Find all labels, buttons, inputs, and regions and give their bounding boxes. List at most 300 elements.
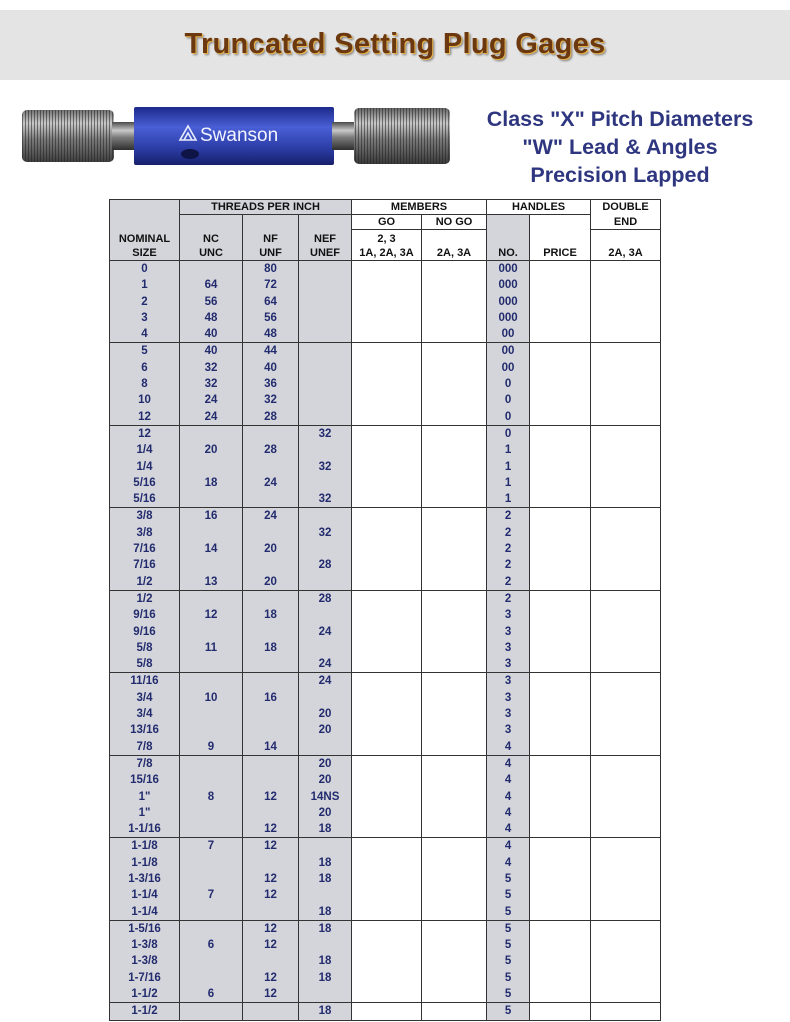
go-cell (352, 277, 422, 293)
nf-unf-cell: 64 (243, 294, 299, 310)
no-go-cell (422, 541, 487, 557)
nf-unf-cell (243, 525, 299, 541)
handle-no-cell: 4 (487, 821, 530, 838)
handle-no-cell: 5 (487, 953, 530, 969)
table-row (110, 673, 661, 690)
size-cell: 1/4 (110, 459, 180, 475)
table-row (110, 855, 661, 871)
size-cell: 8 (110, 376, 180, 392)
nc-unc-cell (180, 425, 243, 442)
double-end-cell (591, 590, 661, 607)
nef-unef-cell: 32 (299, 525, 352, 541)
no-go-cell (422, 475, 487, 491)
handle-no-cell: 1 (487, 491, 530, 508)
price-cell (530, 821, 591, 838)
nf-unf-cell (243, 656, 299, 673)
nc-unc-cell (180, 970, 243, 986)
nc-unc-cell (180, 722, 243, 738)
no-go-cell (422, 491, 487, 508)
go-cell (352, 508, 422, 525)
nf-unf-cell: 48 (243, 326, 299, 343)
size-cell: 6 (110, 360, 180, 376)
nf-unf-cell (243, 722, 299, 738)
price-cell (530, 409, 591, 426)
double-end-cell (591, 887, 661, 903)
price-cell (530, 459, 591, 475)
nc-unc-cell: 12 (180, 607, 243, 623)
price-cell (530, 376, 591, 392)
price-cell (530, 425, 591, 442)
size-cell: 1-1/8 (110, 838, 180, 855)
nf-unf-cell: 40 (243, 360, 299, 376)
nf-unf-cell (243, 459, 299, 475)
handle-no-cell: 4 (487, 838, 530, 855)
no-go-cell (422, 855, 487, 871)
nef-unef-cell (299, 690, 352, 706)
handle-no-cell: 000 (487, 261, 530, 278)
go-cell (352, 590, 422, 607)
size-cell: 5/16 (110, 491, 180, 508)
nf-unf-cell: 18 (243, 607, 299, 623)
nf-unf-cell (243, 904, 299, 921)
go-cell (352, 326, 422, 343)
nc-unc-cell (180, 953, 243, 969)
nc-unc-cell: 24 (180, 409, 243, 426)
no-go-cell (422, 508, 487, 525)
nf-unf-cell: 56 (243, 310, 299, 326)
price-cell (530, 277, 591, 293)
table-row (110, 310, 661, 326)
double-end-cell (591, 459, 661, 475)
table-row (110, 491, 661, 508)
price-cell (530, 887, 591, 903)
nc-unc-cell: 32 (180, 376, 243, 392)
table-row (110, 574, 661, 591)
size-cell: 9/16 (110, 624, 180, 640)
header-double-end-classes: 2A, 3A (591, 230, 661, 261)
handle-no-cell: 2 (487, 557, 530, 573)
double-end-cell (591, 541, 661, 557)
nc-unc-cell (180, 261, 243, 278)
size-cell: 1-5/16 (110, 920, 180, 937)
size-cell: 3/4 (110, 690, 180, 706)
brand-label: Swanson (200, 125, 279, 146)
nc-unc-cell (180, 1003, 243, 1020)
go-cell (352, 574, 422, 591)
table-row (110, 755, 661, 772)
no-go-cell (422, 805, 487, 821)
table-row (110, 904, 661, 921)
double-end-cell (591, 690, 661, 706)
double-end-cell (591, 343, 661, 360)
no-go-cell (422, 525, 487, 541)
nef-unef-cell: 18 (299, 855, 352, 871)
nef-unef-cell (299, 986, 352, 1003)
double-end-cell (591, 838, 661, 855)
nf-unf-cell (243, 624, 299, 640)
no-go-cell (422, 261, 487, 278)
header-end: END (591, 215, 661, 230)
nf-unf-cell: 24 (243, 508, 299, 525)
nc-unc-cell: 6 (180, 937, 243, 953)
size-cell: 1/2 (110, 590, 180, 607)
nef-unef-cell (299, 541, 352, 557)
no-go-cell (422, 690, 487, 706)
nef-unef-cell (299, 343, 352, 360)
price-cell (530, 1003, 591, 1020)
double-end-cell (591, 855, 661, 871)
go-cell (352, 953, 422, 969)
go-cell (352, 970, 422, 986)
nef-unef-cell: 28 (299, 557, 352, 573)
nc-unc-cell (180, 491, 243, 508)
no-go-cell (422, 673, 487, 690)
table-row (110, 937, 661, 953)
double-end-cell (591, 261, 661, 278)
header-threads-per-inch: THREADS PER INCH (180, 200, 352, 215)
go-cell (352, 392, 422, 408)
nc-unc-cell: 13 (180, 574, 243, 591)
nef-unef-cell: 18 (299, 1003, 352, 1020)
nef-unef-cell (299, 937, 352, 953)
nef-unef-cell: 20 (299, 805, 352, 821)
nf-unf-cell: 72 (243, 277, 299, 293)
nc-unc-cell (180, 557, 243, 573)
price-cell (530, 442, 591, 458)
size-cell: 1-3/16 (110, 871, 180, 887)
nf-unf-cell (243, 805, 299, 821)
table-row (110, 459, 661, 475)
size-cell: 5/8 (110, 656, 180, 673)
table-row (110, 953, 661, 969)
nc-unc-cell (180, 459, 243, 475)
price-cell (530, 326, 591, 343)
nf-unf-cell: 28 (243, 409, 299, 426)
double-end-cell (591, 508, 661, 525)
price-cell (530, 805, 591, 821)
go-cell (352, 442, 422, 458)
handle-no-cell: 2 (487, 508, 530, 525)
size-cell: 12 (110, 409, 180, 426)
no-go-cell (422, 310, 487, 326)
table-row (110, 343, 661, 360)
no-go-cell (422, 706, 487, 722)
nf-unf-cell: 44 (243, 343, 299, 360)
no-go-cell (422, 360, 487, 376)
price-cell (530, 508, 591, 525)
handle-no-cell: 2 (487, 590, 530, 607)
nef-unef-cell: 18 (299, 871, 352, 887)
size-cell: 11/16 (110, 673, 180, 690)
price-cell (530, 294, 591, 310)
nc-unc-cell: 7 (180, 838, 243, 855)
nc-unc-cell (180, 805, 243, 821)
table-row (110, 392, 661, 408)
table-row (110, 640, 661, 656)
handle-no-cell: 000 (487, 294, 530, 310)
size-cell: 1-1/4 (110, 904, 180, 921)
nf-unf-cell: 28 (243, 442, 299, 458)
price-cell (530, 392, 591, 408)
double-end-cell (591, 871, 661, 887)
nc-unc-cell (180, 656, 243, 673)
go-cell (352, 261, 422, 278)
nf-unf-cell: 12 (243, 937, 299, 953)
double-end-cell (591, 805, 661, 821)
no-go-cell (422, 459, 487, 475)
header-nef-unef: NEF UNEF (299, 230, 352, 261)
nc-unc-cell (180, 673, 243, 690)
table-row (110, 838, 661, 855)
no-go-cell (422, 392, 487, 408)
go-cell (352, 722, 422, 738)
go-cell (352, 541, 422, 557)
nc-unc-cell (180, 624, 243, 640)
table-row (110, 409, 661, 426)
price-cell (530, 525, 591, 541)
size-cell: 1/4 (110, 442, 180, 458)
price-cell (530, 475, 591, 491)
table-row (110, 541, 661, 557)
size-cell: 12 (110, 425, 180, 442)
go-cell (352, 491, 422, 508)
nc-unc-cell (180, 772, 243, 788)
nf-unf-cell (243, 755, 299, 772)
table-row (110, 557, 661, 573)
double-end-cell (591, 789, 661, 805)
table-body (110, 261, 661, 1021)
price-cell (530, 970, 591, 986)
go-cell (352, 294, 422, 310)
nc-unc-cell: 40 (180, 343, 243, 360)
nef-unef-cell (299, 508, 352, 525)
table-row (110, 425, 661, 442)
nf-unf-cell: 12 (243, 789, 299, 805)
nf-unf-cell: 24 (243, 475, 299, 491)
price-cell (530, 261, 591, 278)
no-go-cell (422, 970, 487, 986)
size-cell: 1-1/8 (110, 855, 180, 871)
no-go-cell (422, 904, 487, 921)
table-row (110, 821, 661, 838)
nf-unf-cell: 36 (243, 376, 299, 392)
size-cell: 3 (110, 310, 180, 326)
headline-line: Precision Lapped (530, 163, 710, 187)
price-cell (530, 722, 591, 738)
price-cell (530, 871, 591, 887)
nc-unc-cell: 11 (180, 640, 243, 656)
nef-unef-cell (299, 887, 352, 903)
double-end-cell (591, 360, 661, 376)
size-cell: 3/8 (110, 525, 180, 541)
no-go-cell (422, 871, 487, 887)
double-end-cell (591, 970, 661, 986)
table-row (110, 590, 661, 607)
no-go-cell (422, 574, 487, 591)
price-cell (530, 920, 591, 937)
go-cell (352, 475, 422, 491)
double-end-cell (591, 821, 661, 838)
double-end-cell (591, 624, 661, 640)
nf-unf-cell (243, 491, 299, 508)
go-cell (352, 459, 422, 475)
nc-unc-cell (180, 755, 243, 772)
nef-unef-cell: 20 (299, 706, 352, 722)
handle-no-cell: 5 (487, 986, 530, 1003)
table-row (110, 805, 661, 821)
no-go-cell (422, 1003, 487, 1020)
nc-unc-cell: 56 (180, 294, 243, 310)
table-row (110, 326, 661, 343)
no-go-cell (422, 722, 487, 738)
no-go-cell (422, 937, 487, 953)
header-price: PRICE (530, 230, 591, 261)
table-row (110, 277, 661, 293)
table-row (110, 1003, 661, 1020)
nc-unc-cell (180, 525, 243, 541)
nc-unc-cell: 32 (180, 360, 243, 376)
go-cell (352, 1003, 422, 1020)
nef-unef-cell (299, 360, 352, 376)
nc-unc-cell: 9 (180, 739, 243, 756)
go-cell (352, 624, 422, 640)
double-end-cell (591, 1003, 661, 1020)
no-go-cell (422, 920, 487, 937)
nef-unef-cell: 24 (299, 656, 352, 673)
nc-unc-cell (180, 590, 243, 607)
table-row (110, 706, 661, 722)
nc-unc-cell: 20 (180, 442, 243, 458)
nf-unf-cell (243, 425, 299, 442)
nef-unef-cell: 28 (299, 590, 352, 607)
nef-unef-cell (299, 310, 352, 326)
handle-no-cell: 1 (487, 475, 530, 491)
nef-unef-cell: 18 (299, 904, 352, 921)
go-cell (352, 871, 422, 887)
size-cell: 1-3/8 (110, 937, 180, 953)
header-handles: HANDLES (487, 200, 591, 215)
handle-no-cell: 4 (487, 805, 530, 821)
headline-line: Class "X" Pitch Diameters (486, 107, 754, 131)
handle-no-cell: 0 (487, 376, 530, 392)
nf-unf-cell: 32 (243, 392, 299, 408)
table-row (110, 607, 661, 623)
nef-unef-cell (299, 574, 352, 591)
nf-unf-cell: 12 (243, 887, 299, 903)
nc-unc-cell (180, 855, 243, 871)
nf-unf-cell: 12 (243, 920, 299, 937)
page-title: Truncated Setting Plug Gages (184, 28, 606, 60)
go-cell (352, 656, 422, 673)
price-cell (530, 772, 591, 788)
no-go-cell (422, 607, 487, 623)
no-go-cell (422, 442, 487, 458)
no-go-cell (422, 343, 487, 360)
nf-unf-cell (243, 953, 299, 969)
nef-unef-cell (299, 376, 352, 392)
nc-unc-cell: 7 (180, 887, 243, 903)
go-cell (352, 557, 422, 573)
go-cell (352, 376, 422, 392)
header-no-go-classes: 2A, 3A (422, 230, 487, 261)
nef-unef-cell: 18 (299, 920, 352, 937)
double-end-cell (591, 706, 661, 722)
size-cell: 3/4 (110, 706, 180, 722)
no-go-cell (422, 772, 487, 788)
double-end-cell (591, 376, 661, 392)
go-cell (352, 360, 422, 376)
nef-unef-cell: 24 (299, 673, 352, 690)
size-cell: 5/16 (110, 475, 180, 491)
handle-no-cell: 00 (487, 343, 530, 360)
go-cell (352, 425, 422, 442)
headline (465, 105, 775, 189)
size-cell: 3/8 (110, 508, 180, 525)
handle-no-cell: 00 (487, 326, 530, 343)
size-cell: 0 (110, 261, 180, 278)
header-go-classes: 2, 3 1A, 2A, 3A (352, 230, 422, 261)
double-end-cell (591, 326, 661, 343)
nc-unc-cell: 10 (180, 690, 243, 706)
nc-unc-cell: 64 (180, 277, 243, 293)
go-cell (352, 525, 422, 541)
nf-unf-cell (243, 590, 299, 607)
price-cell (530, 690, 591, 706)
double-end-cell (591, 640, 661, 656)
no-go-cell (422, 640, 487, 656)
header-nf-unf: NF UNF (243, 230, 299, 261)
nc-unc-cell: 18 (180, 475, 243, 491)
double-end-cell (591, 607, 661, 623)
table-row (110, 442, 661, 458)
table-row (110, 624, 661, 640)
double-end-cell (591, 409, 661, 426)
plug-gage-image (22, 104, 450, 168)
handle-no-cell: 1 (487, 442, 530, 458)
nef-unef-cell: 20 (299, 722, 352, 738)
handle-no-cell: 0 (487, 392, 530, 408)
handle-no-cell: 3 (487, 690, 530, 706)
no-go-cell (422, 376, 487, 392)
handle-no-cell: 4 (487, 855, 530, 871)
go-cell (352, 855, 422, 871)
double-end-cell (591, 953, 661, 969)
price-cell (530, 755, 591, 772)
handle-no-cell: 4 (487, 755, 530, 772)
double-end-cell (591, 310, 661, 326)
price-cell (530, 953, 591, 969)
size-cell: 1/2 (110, 574, 180, 591)
go-cell (352, 673, 422, 690)
table-row (110, 261, 661, 278)
header-double: DOUBLE (591, 200, 661, 215)
nef-unef-cell (299, 739, 352, 756)
handle-no-cell: 1 (487, 459, 530, 475)
size-cell: 1-1/2 (110, 1003, 180, 1020)
double-end-cell (591, 425, 661, 442)
nf-unf-cell: 16 (243, 690, 299, 706)
no-go-cell (422, 409, 487, 426)
size-cell: 4 (110, 326, 180, 343)
nc-unc-cell: 48 (180, 310, 243, 326)
nef-unef-cell (299, 294, 352, 310)
nc-unc-cell: 8 (180, 789, 243, 805)
nf-unf-cell (243, 1003, 299, 1020)
handle-no-cell: 5 (487, 937, 530, 953)
nf-unf-cell: 18 (243, 640, 299, 656)
nf-unf-cell (243, 706, 299, 722)
size-cell: 2 (110, 294, 180, 310)
